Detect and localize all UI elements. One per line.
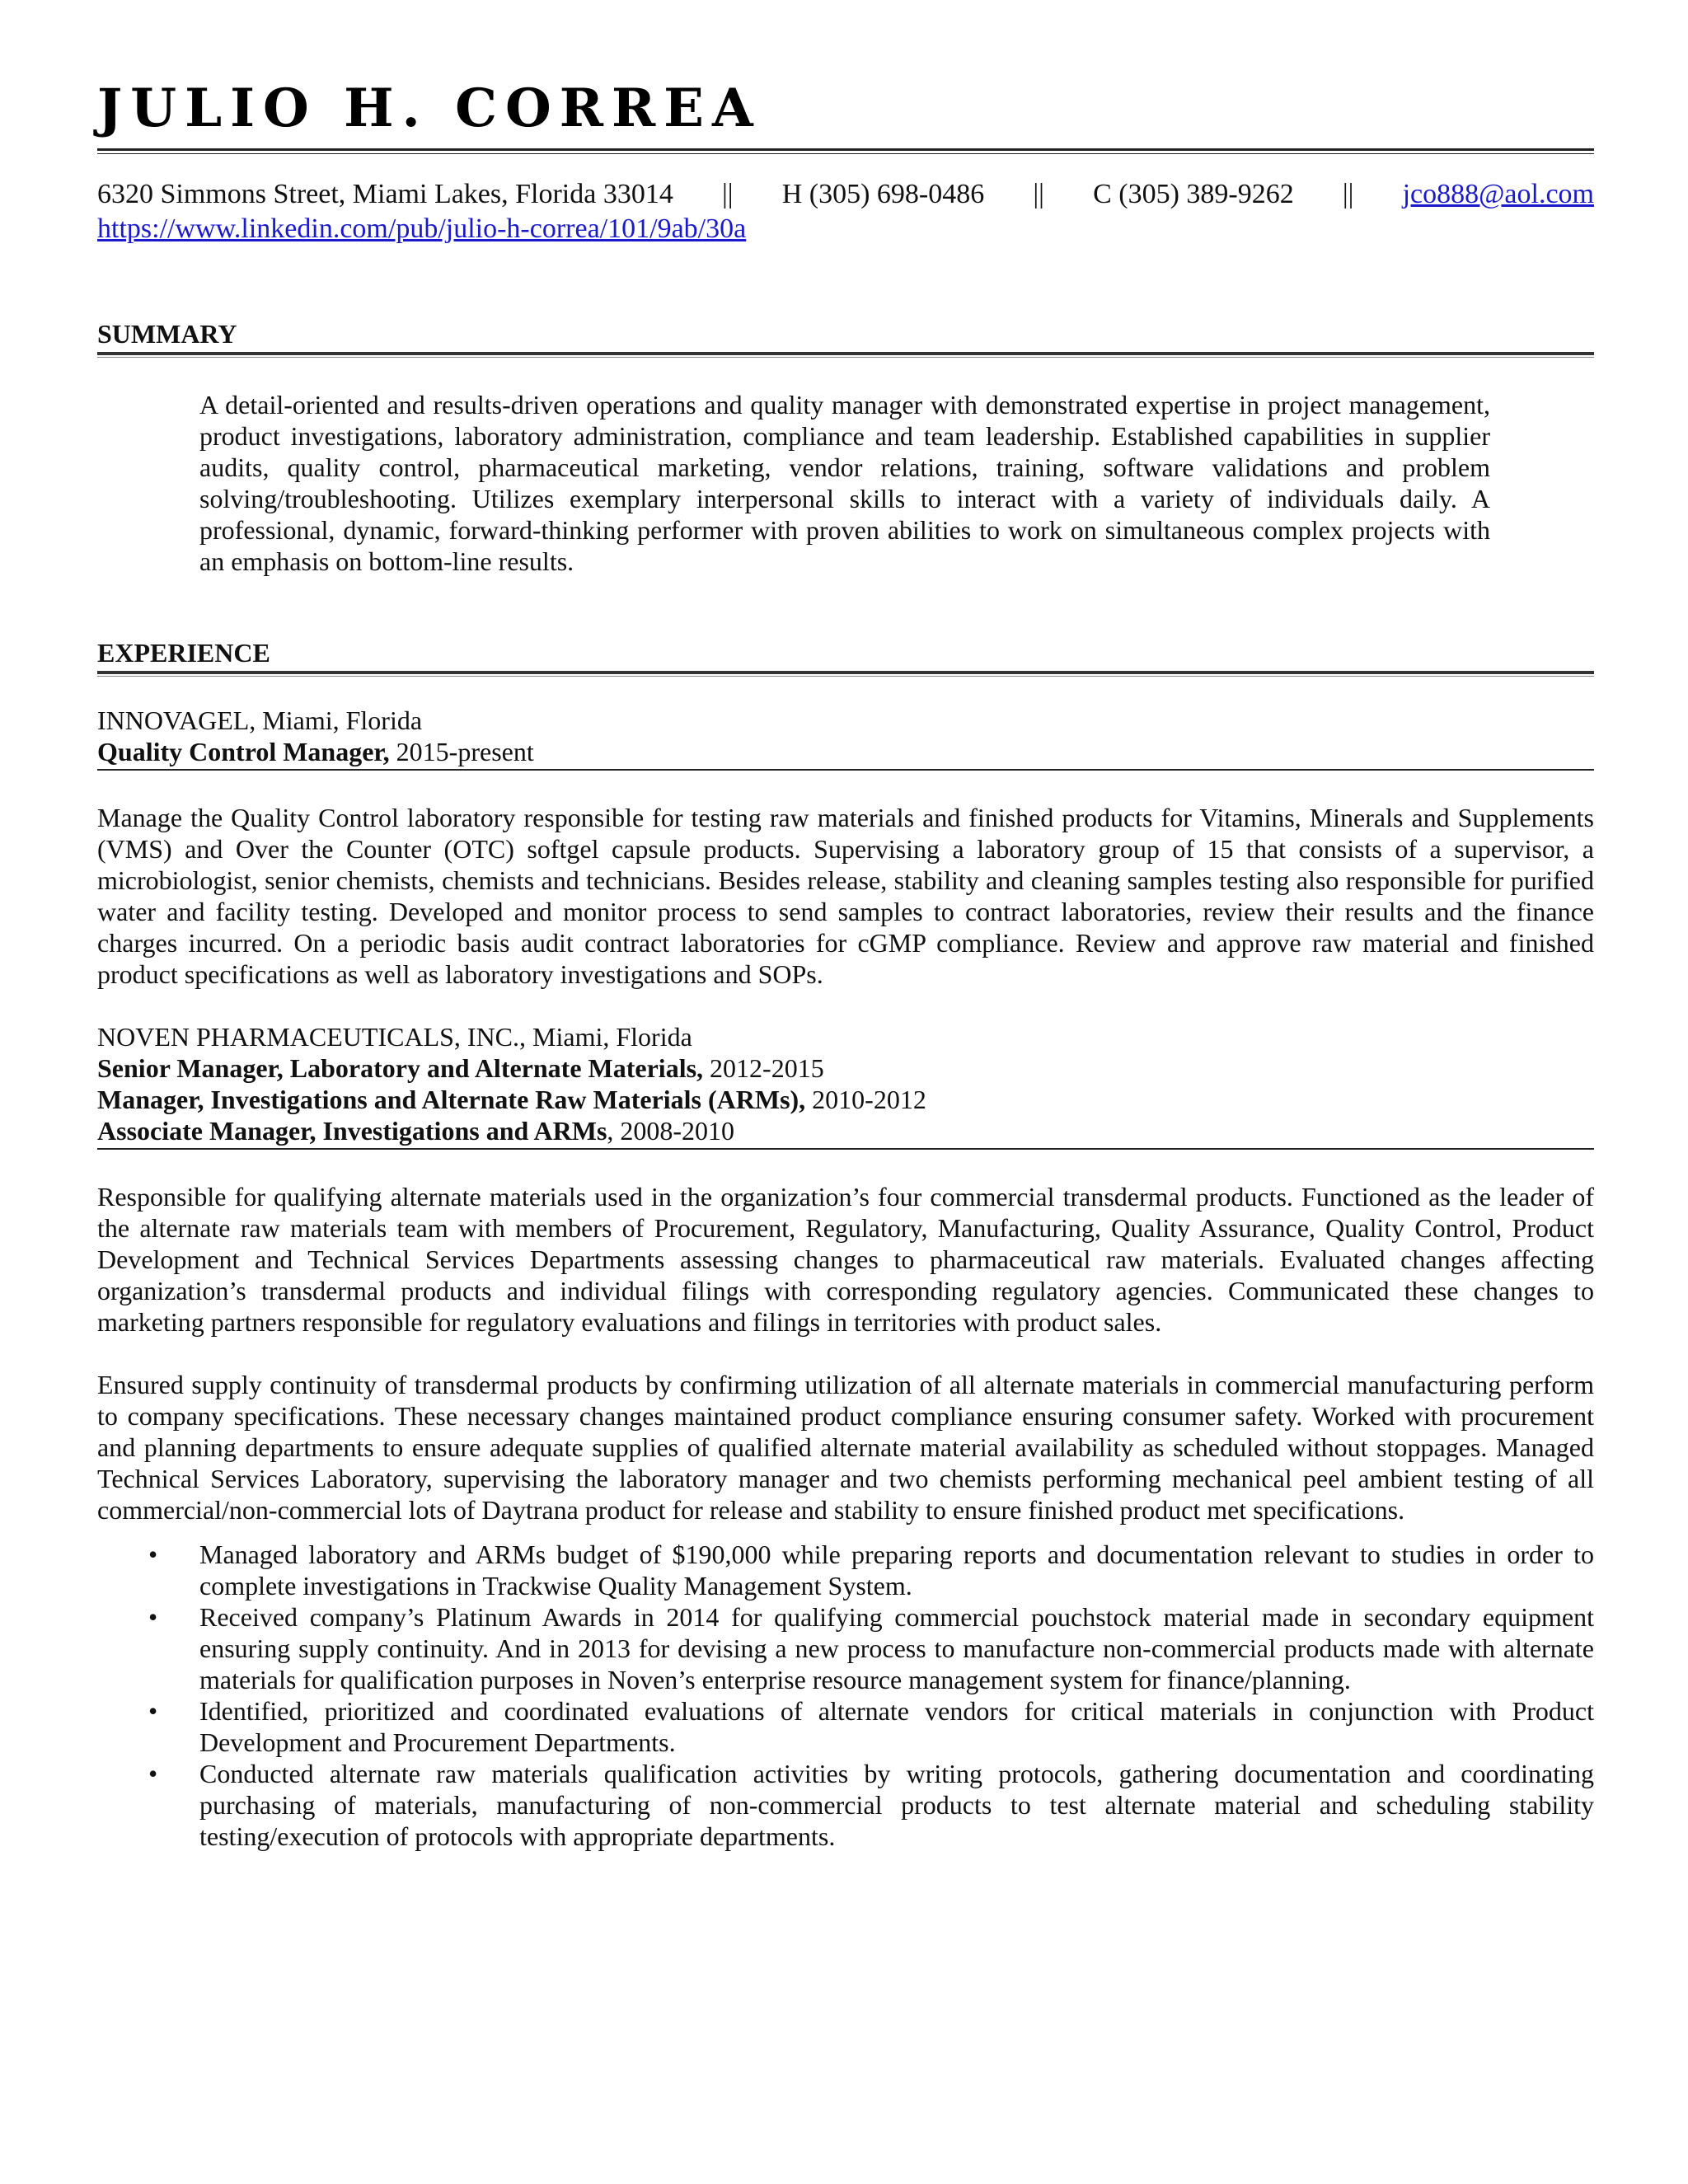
home-phone: H (305) 698-0486	[781, 179, 985, 209]
job-title: Quality Control Manager,	[97, 737, 390, 766]
job-title-line	[97, 1115, 1594, 1146]
bullet-text: Managed laboratory and ARMs budget of $190,000 while preparing reports and documentation relevant to studies in order to complete investigations in Trackwise Quality Management System.	[199, 1540, 1594, 1601]
bullet-text: Identified, prioritized and coordinated evaluations of alternate vendors for critical materials in conjunction with Product Development and Procurement Departments.	[199, 1696, 1594, 1757]
cell-phone: C (305) 389-9262	[1093, 179, 1294, 209]
list-item	[97, 1601, 1594, 1695]
job-description: Manage the Quality Control laboratory responsible for testing raw materials and finished products for Vitamins, Minerals and Supplements (VMS) and Over the Counter (OTC) softgel capsule products. Supervising a laboratory group of 15 that consists of a supervisor, a microbiologist, senior chemists, chemists and technicians. Besides release, stability and cleaning samples testing also responsible for purified water and facility testing. Developed and monitor process to send samples to contract laboratories, review their results and the finance charges incurred. On a periodic basis audit contract laboratories for cGMP compliance. Review and approve raw material and finished product specifications as well as laboratory investigations and SOPs.	[97, 803, 1594, 989]
list-item	[97, 1758, 1594, 1852]
job-noven	[97, 1021, 1594, 1852]
company-name: NOVEN PHARMACEUTICALS, INC., Miami, Florida	[97, 1022, 692, 1052]
separator: ||	[1342, 179, 1354, 209]
bullet-text: Conducted alternate raw materials qualification activities by writing protocols, gathering documentation and coordinating purchasing of materials, manufacturing of non-commercial products to test alternate material and scheduling stability testing/execution of protocols with appropriate departments.	[199, 1759, 1594, 1851]
job-title: Associate Manager, Investigations and ARMs	[97, 1116, 607, 1146]
summary-divider	[97, 352, 1594, 358]
linkedin-link[interactable]: https://www.linkedin.com/pub/julio-h-correa/101/9ab/30a	[97, 213, 747, 244]
bullet-text: Received company’s Platinum Awards in 2014 for qualifying commercial pouchstock material made in secondary equipment ensuring supply continuity. And in 2013 for devising a new process to manufacture non-commercial products made with alternate materials for qualification purposes in Noven’s enterprise resource management system for finance/planning.	[199, 1602, 1594, 1694]
address: 6320 Simmons Street, Miami Lakes, Florida 33014	[97, 179, 673, 209]
job-innovagel	[97, 705, 1594, 990]
list-item	[97, 1539, 1594, 1601]
resume-page	[97, 76, 1594, 1852]
bullet-icon: •	[148, 1540, 158, 1569]
job-title: Manager, Investigations and Alternate Raw Materials (ARMs),	[97, 1085, 806, 1114]
experience-heading: EXPERIENCE	[97, 638, 270, 668]
job-title-line	[97, 1052, 1594, 1084]
experience-divider	[97, 671, 1594, 677]
job-dates: , 2008-2010	[607, 1116, 735, 1146]
job-title-line	[97, 1084, 1594, 1115]
list-item	[97, 1695, 1594, 1758]
separator: ||	[721, 179, 734, 209]
name-divider	[97, 148, 1594, 154]
bullet-icon: •	[148, 1602, 158, 1632]
job-title-line	[97, 736, 1594, 767]
bullet-icon: •	[148, 1696, 158, 1726]
achievement-list	[97, 1539, 1594, 1852]
candidate-name: JULIO H. CORREA	[97, 77, 762, 139]
job-dates: 2010-2012	[805, 1085, 926, 1114]
job-description: Ensured supply continuity of transdermal products by confirming utilization of all alternate materials in commercial manufacturing perform to company specifications. These necessary changes maintained product compliance ensuring consumer safety. Worked with procurement and planning departments to ensure adequate supplies of qualified alternate material availability as scheduled without stoppages. Managed Technical Services Laboratory, supervising the laboratory manager and two chemists performing mechanical peel ambient testing of all commercial/non-commercial lots of Daytrana product for release and stability to ensure finished product met specifications.	[97, 1370, 1594, 1525]
job-title: Senior Manager, Laboratory and Alternate Materials,	[97, 1053, 704, 1083]
company-name: INNOVAGEL, Miami, Florida	[97, 705, 423, 735]
contact-line	[97, 177, 1594, 212]
job-divider	[97, 769, 1594, 771]
bullet-icon: •	[148, 1759, 158, 1788]
summary-heading: SUMMARY	[97, 319, 237, 349]
job-description: Responsible for qualifying alternate materials used in the organization’s four commercial transdermal products. Functioned as the leader of the alternate raw materials team with members of Procurement, Regulatory, Manufacturing, Quality Assurance, Quality Control, Product Development and Technical Services Departments assessing changes to pharmaceutical raw materials. Evaluated changes affecting organization’s transdermal products and individual filings with corresponding regulatory agencies. Communicated these changes to marketing partners responsible for regulatory evaluations and filings in territories with product sales.	[97, 1182, 1594, 1337]
job-dates: 2015-present	[389, 737, 534, 766]
job-divider	[97, 1148, 1594, 1150]
job-dates: 2012-2015	[703, 1053, 824, 1083]
separator: ||	[1033, 179, 1044, 209]
summary-text: A detail-oriented and results-driven operations and quality manager with demonstrated expertise in project management, product investigations, laboratory administration, compliance and team leadership. Established capabilities in supplier audits, quality control, pharmaceutical marketing, vendor relations, training, software validations and problem solving/troubleshooting. Utilizes exemplary interpersonal skills to interact with a variety of individuals daily. A professional, dynamic, forward-thinking performer with proven abilities to work on simultaneous complex projects with an emphasis on bottom-line results.	[199, 390, 1490, 576]
email-link[interactable]: jco888@aol.com	[1402, 179, 1594, 209]
